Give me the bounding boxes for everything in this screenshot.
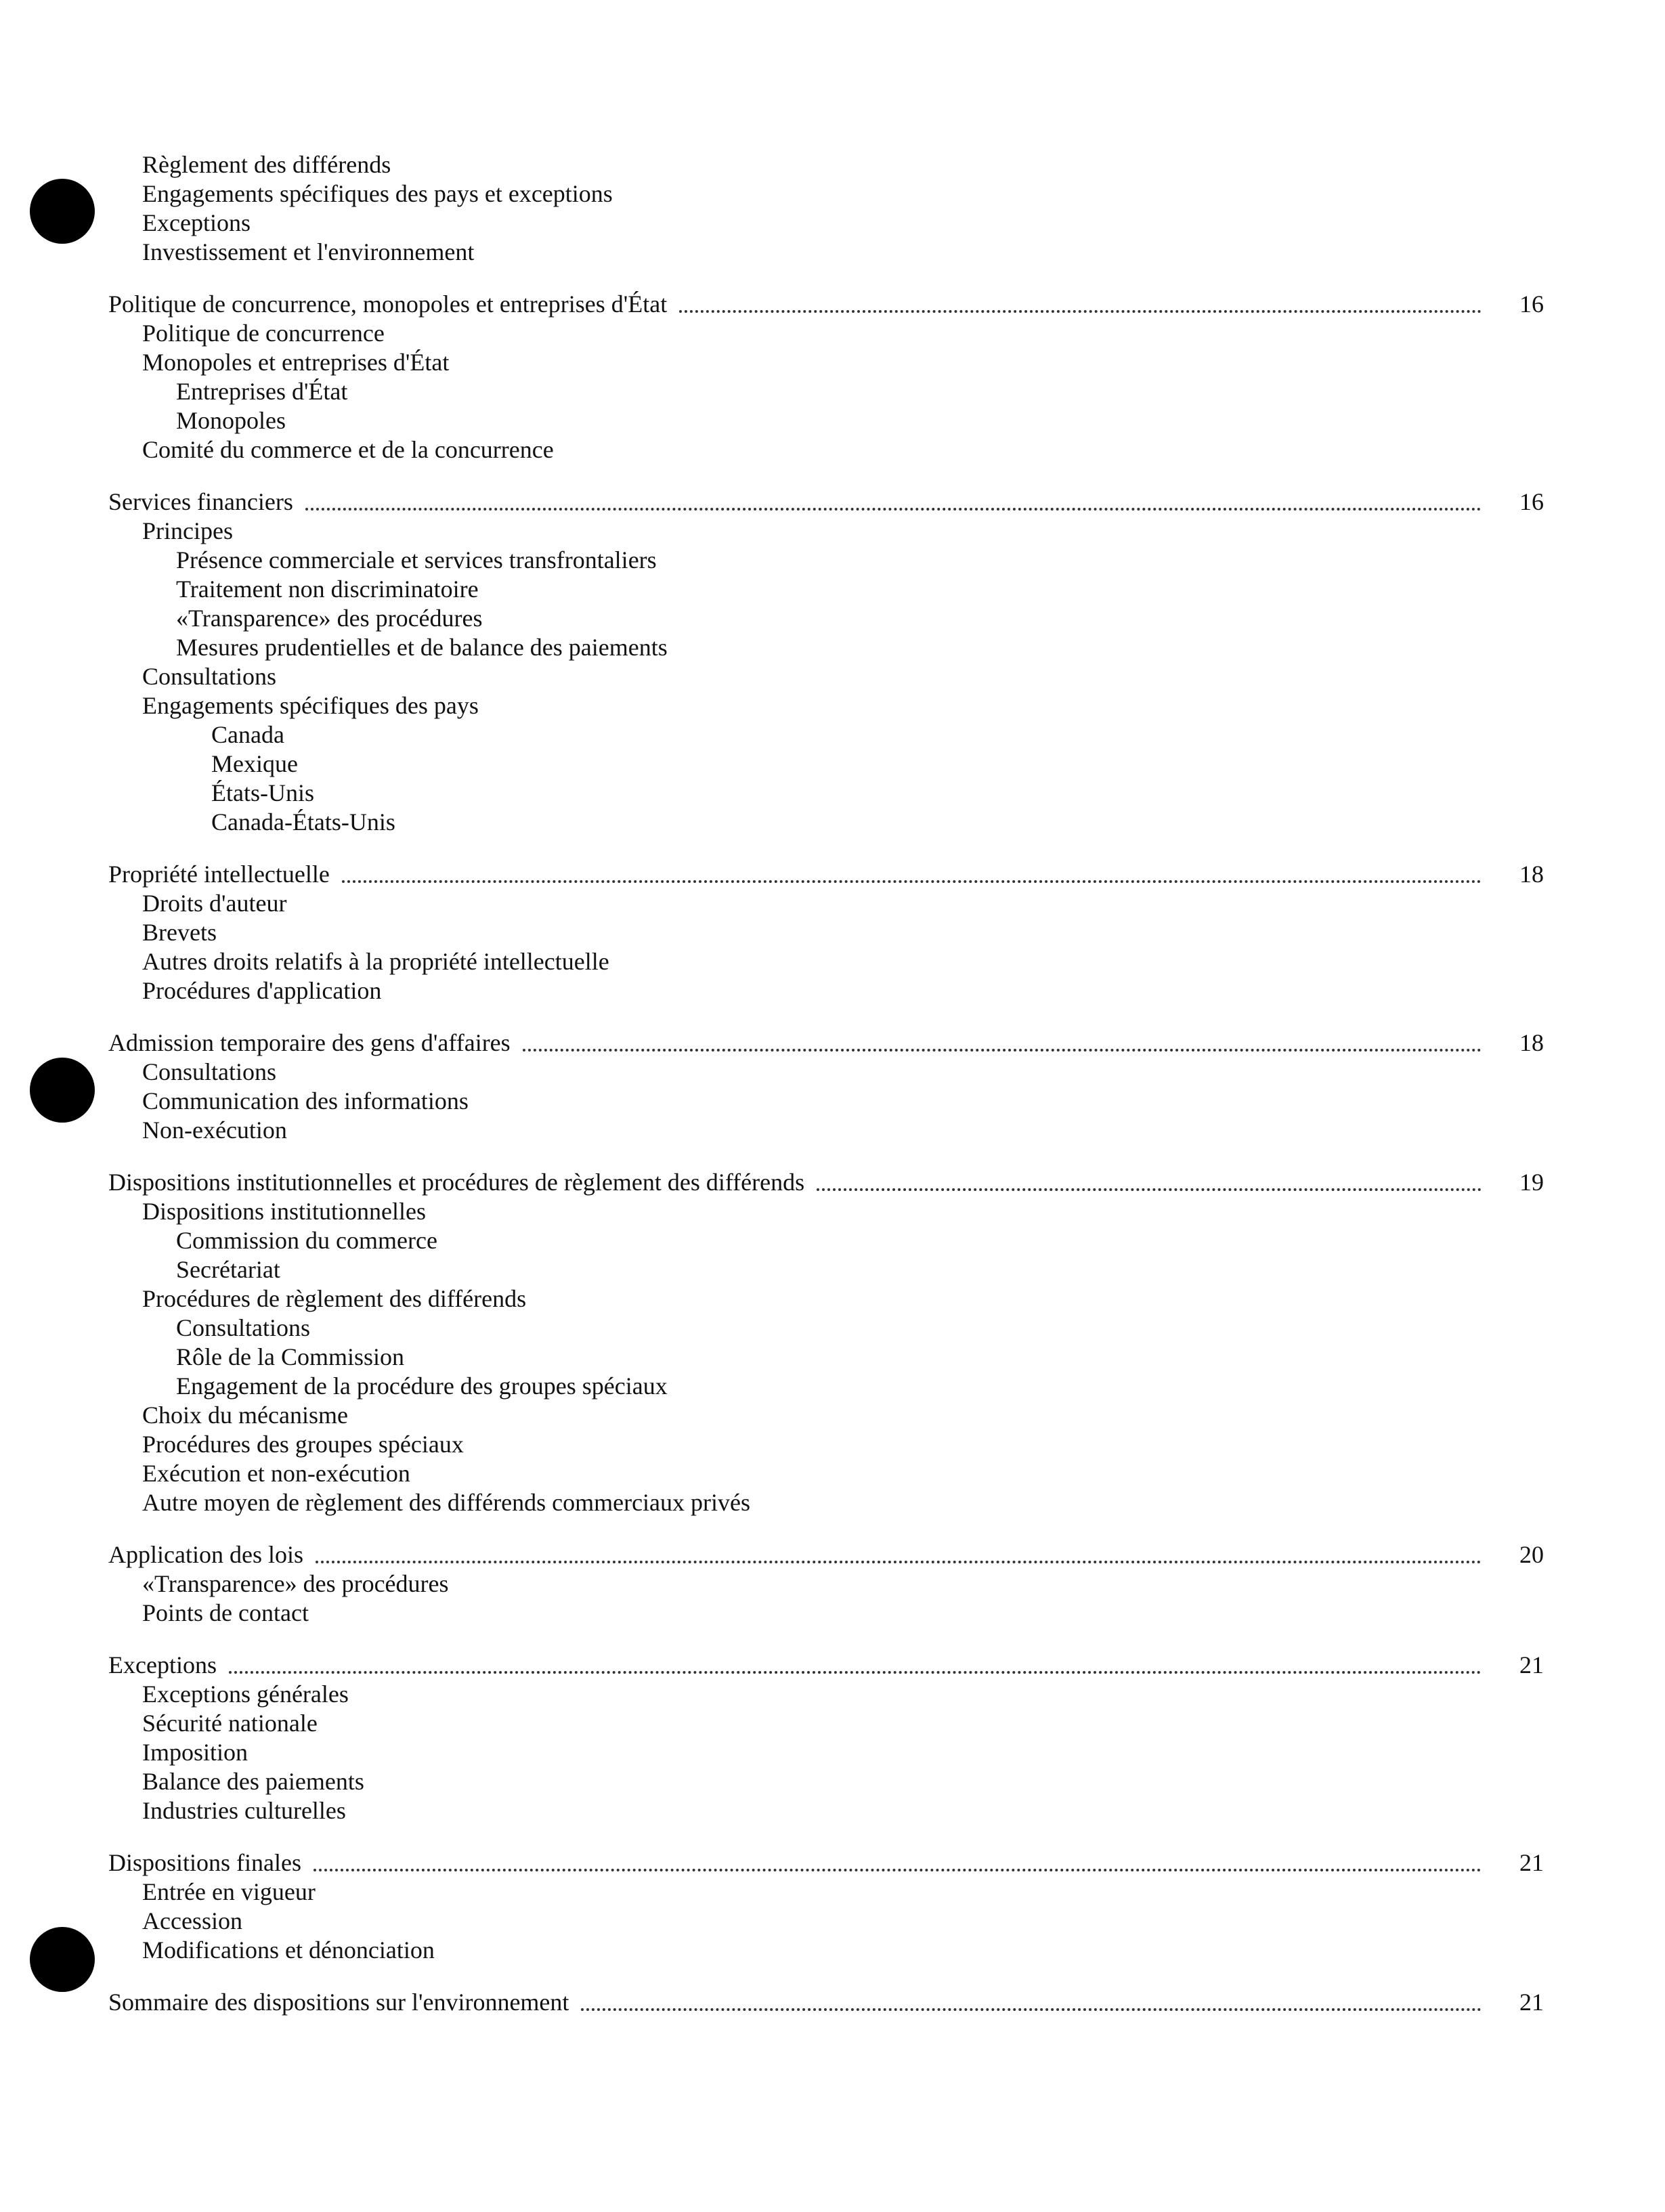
toc-heading [108, 1168, 1544, 1197]
toc-subitem: Monopoles et entreprises d'État [142, 349, 450, 376]
toc-page-number: 18 [1519, 1029, 1544, 1056]
toc-subitem: Sécurité nationale [142, 1710, 318, 1737]
table-of-contents [108, 150, 1544, 2040]
toc-subitem: Rôle de la Commission [176, 1343, 404, 1370]
dot-leader [305, 508, 1482, 511]
toc-subitem: Entreprises d'État [176, 378, 348, 405]
toc-subitem: Communication des informations [142, 1087, 469, 1114]
toc-subitem: Présence commerciale et services transfrontaliers [176, 546, 657, 573]
toc-subitem: Principes [142, 517, 233, 544]
toc-page-number: 20 [1519, 1541, 1544, 1568]
toc-heading [108, 1988, 1544, 2017]
toc-section [108, 1651, 1544, 1825]
toc-subitem: Procédures de règlement des différends [142, 1285, 527, 1312]
toc-page-number: 21 [1519, 1651, 1544, 1678]
dot-leader [316, 1561, 1482, 1563]
dot-leader [679, 310, 1482, 313]
toc-subitem: Points de contact [142, 1599, 309, 1626]
toc-subitem: Non-exécution [142, 1116, 287, 1144]
toc-subitem: Monopoles [176, 407, 286, 434]
toc-subitem: Autre moyen de règlement des différends commerciaux privés [142, 1489, 751, 1516]
dot-leader [523, 1049, 1482, 1051]
toc-heading [108, 1848, 1544, 1878]
toc-subitem: «Transparence» des procédures [176, 605, 483, 632]
toc-subitem: Imposition [142, 1739, 248, 1766]
toc-heading [108, 860, 1544, 889]
toc-subitem: Politique de concurrence [142, 320, 385, 347]
toc-section [108, 1028, 1544, 1145]
toc-subitem: Exceptions [142, 209, 251, 236]
toc-page-number: 21 [1519, 1849, 1544, 1876]
dot-leader [817, 1188, 1482, 1191]
toc-heading-title: Politique de concurrence, monopoles et entreprises d'État [108, 290, 668, 318]
toc-heading [108, 290, 1544, 319]
binder-hole-middle [30, 1058, 95, 1123]
toc-subitem: Entrée en vigueur [142, 1878, 316, 1905]
toc-heading-title: Dispositions institutionnelles et procédures de règlement des différends [108, 1169, 805, 1196]
binder-hole-bottom [30, 1927, 95, 1992]
toc-subitem: Canada-États-Unis [211, 808, 395, 836]
toc-subitem: Engagements spécifiques des pays [142, 692, 479, 719]
toc-heading-title: Sommaire des dispositions sur l'environnement [108, 1989, 569, 2016]
toc-subitem: Mexique [211, 750, 298, 777]
toc-section [108, 1540, 1544, 1628]
toc-page-number: 18 [1519, 861, 1544, 888]
dot-leader [342, 880, 1482, 883]
dot-leader [581, 2008, 1482, 2011]
toc-subitem: Consultations [176, 1314, 311, 1341]
toc-heading-title: Propriété intellectuelle [108, 861, 330, 888]
toc-section [108, 1848, 1544, 1965]
toc-subitem: Brevets [142, 919, 217, 946]
toc-heading [108, 487, 1544, 517]
toc-subitem: Secrétariat [176, 1256, 280, 1283]
dot-leader [313, 1869, 1482, 1871]
toc-section [108, 1168, 1544, 1517]
toc-section [108, 290, 1544, 464]
toc-page-number: 16 [1519, 488, 1544, 515]
toc-subitem: Canada [211, 721, 284, 748]
toc-subitem: Modifications et dénonciation [142, 1936, 435, 1964]
toc-subitem: Consultations [142, 1058, 277, 1085]
toc-subitem: Choix du mécanisme [142, 1402, 348, 1429]
toc-continued-items [108, 150, 1544, 267]
toc-subitem: Droits d'auteur [142, 890, 287, 917]
toc-section [108, 860, 1544, 1005]
toc-subitem: Procédures d'application [142, 977, 382, 1004]
toc-heading-title: Exceptions [108, 1651, 217, 1678]
toc-heading-title: Services financiers [108, 488, 293, 515]
toc-heading [108, 1651, 1544, 1680]
toc-subitem: Traitement non discriminatoire [176, 576, 479, 603]
toc-subitem: «Transparence» des procédures [142, 1570, 449, 1597]
toc-subitem: Mesures prudentielles et de balance des paiements [176, 634, 668, 661]
toc-subitem: États-Unis [211, 779, 314, 806]
toc-section [108, 487, 1544, 837]
binder-hole-top [30, 179, 95, 244]
toc-page-number: 16 [1519, 290, 1544, 318]
toc-page-number: 19 [1519, 1169, 1544, 1196]
toc-subitem: Procédures des groupes spéciaux [142, 1431, 464, 1458]
toc-subitem: Exécution et non-exécution [142, 1460, 410, 1487]
toc-heading [108, 1028, 1544, 1058]
toc-subitem: Balance des paiements [142, 1768, 364, 1795]
toc-subitem: Commission du commerce [176, 1227, 437, 1254]
toc-subitem: Investissement et l'environnement [142, 238, 475, 265]
toc-subitem: Accession [142, 1907, 242, 1934]
toc-section [108, 1988, 1544, 2017]
toc-heading [108, 1540, 1544, 1569]
toc-subitem: Autres droits relatifs à la propriété intellectuelle [142, 948, 609, 975]
toc-subitem: Engagements spécifiques des pays et exceptions [142, 180, 613, 207]
toc-subitem: Exceptions générales [142, 1680, 349, 1708]
toc-heading-title: Application des lois [108, 1541, 303, 1568]
dot-leader [229, 1671, 1482, 1674]
toc-heading-title: Admission temporaire des gens d'affaires [108, 1029, 511, 1056]
toc-subitem: Consultations [142, 663, 277, 690]
toc-subitem: Règlement des différends [142, 151, 391, 178]
toc-subitem: Comité du commerce et de la concurrence [142, 436, 554, 463]
toc-page-number: 21 [1519, 1989, 1544, 2016]
toc-heading-title: Dispositions finales [108, 1849, 301, 1876]
toc-subitem: Industries culturelles [142, 1797, 346, 1824]
toc-subitem: Engagement de la procédure des groupes spéciaux [176, 1372, 668, 1400]
toc-subitem: Dispositions institutionnelles [142, 1198, 427, 1225]
